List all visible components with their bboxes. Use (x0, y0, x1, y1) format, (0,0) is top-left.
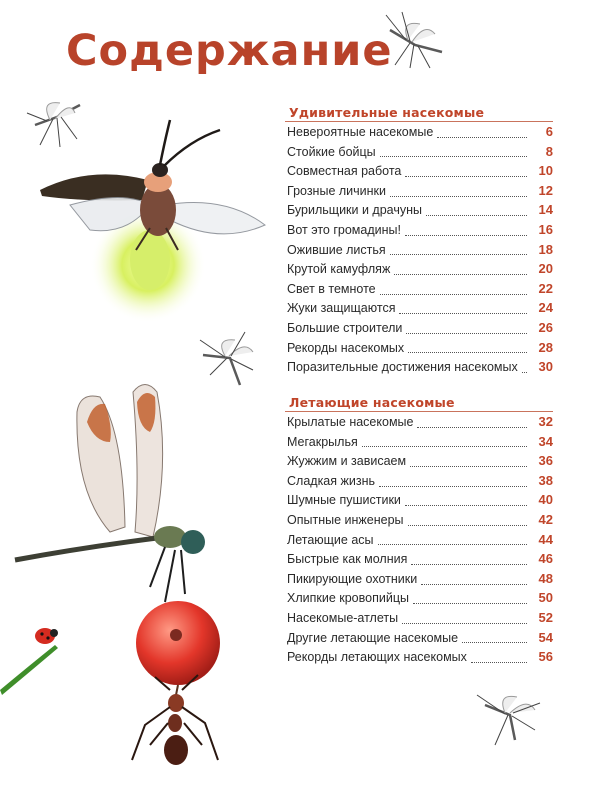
toc-entry (287, 571, 553, 591)
dot-leader (380, 155, 527, 157)
toc-entry-title: Вот это громадины! (287, 222, 401, 237)
toc-entry (287, 610, 553, 630)
toc-entry-title: Рекорды летающих насекомых (287, 650, 467, 665)
toc-entry-page-number: 6 (545, 124, 553, 139)
dot-leader (405, 175, 527, 177)
toc-entry-page-number: 14 (538, 202, 553, 218)
dot-leader (405, 234, 527, 236)
dot-leader (437, 136, 527, 138)
dot-leader (522, 371, 527, 373)
toc-entry (287, 124, 553, 144)
toc-entry-page-number: 44 (538, 531, 553, 547)
toc-entry-title: Невероятные насекомые (287, 125, 434, 139)
toc-entry-title: Хлипкие кровопийцы (287, 591, 409, 606)
toc-entry-title: Крылатые насекомые (287, 415, 414, 429)
toc-entry (287, 320, 553, 340)
toc-entry-page-number: 36 (538, 453, 553, 469)
toc-entry-page-number: 8 (545, 143, 553, 159)
toc-entry (287, 512, 553, 532)
toc-entry-page-number: 28 (538, 339, 553, 355)
dragonfly-illustration (5, 372, 220, 612)
toc-entry (287, 202, 553, 222)
toc-entry-page-number: 40 (538, 492, 553, 508)
mosquito-icon (25, 95, 85, 150)
dot-leader (379, 485, 527, 487)
toc-entry (287, 414, 553, 434)
section-heading-flying-insects: Летающие насекомые (289, 395, 455, 410)
toc-entry-title: Бурильщики и драчуны (287, 203, 422, 218)
section-divider (285, 121, 553, 122)
toc-entry-page-number: 48 (538, 570, 553, 586)
dot-leader (413, 602, 527, 604)
dot-leader (362, 445, 527, 447)
dot-leader (426, 214, 527, 216)
toc-entry-title: Опытные инженеры (287, 512, 404, 527)
toc-entry-page-number: 22 (538, 280, 553, 296)
section-heading-amazing-insects: Удивительные насекомые (289, 105, 485, 120)
toc-entry-page-number: 24 (538, 300, 553, 316)
section-divider (285, 411, 553, 412)
toc-entry (287, 492, 553, 512)
toc-entry-page-number: 34 (538, 433, 553, 449)
toc-entry-page-number: 12 (538, 182, 553, 198)
toc-entry-page-number: 32 (538, 414, 553, 429)
toc-entry (287, 630, 553, 650)
mosquito-icon (475, 685, 545, 750)
toc-entry-title: Свет в темноте (287, 281, 376, 296)
ant-with-red-berry-illustration (120, 595, 230, 785)
toc-entry (287, 551, 553, 571)
toc-entry (287, 163, 553, 183)
toc-list-amazing-insects (287, 124, 553, 379)
toc-entry (287, 359, 553, 379)
dot-leader (410, 465, 527, 467)
toc-entry (287, 183, 553, 203)
toc-entry-title: Поразительные достижения насекомых (287, 360, 518, 375)
toc-entry-page-number: 16 (538, 221, 553, 237)
toc-entry-page-number: 54 (538, 629, 553, 645)
toc-entry-title: Стойкие бойцы (287, 144, 376, 159)
toc-entry-title: Сладкая жизнь (287, 473, 375, 488)
toc-entry-page-number: 52 (538, 609, 553, 625)
toc-entry-title: Быстрые как молния (287, 552, 408, 567)
toc-entry-page-number: 10 (538, 163, 553, 179)
toc-entry-page-number: 20 (538, 261, 553, 277)
toc-entry-page-number: 38 (538, 472, 553, 488)
toc-entry (287, 242, 553, 262)
toc-entry-title: Рекорды насекомых (287, 340, 405, 355)
toc-entry (287, 473, 553, 493)
toc-entry-title: Ожившие листья (287, 242, 386, 257)
dot-leader (411, 563, 527, 565)
toc-entry (287, 340, 553, 360)
toc-entry-title: Летающие асы (287, 532, 374, 547)
toc-entry-title: Мегакрылья (287, 434, 358, 449)
toc-entry-title: Крутой камуфляж (287, 262, 391, 277)
toc-entry-page-number: 26 (538, 319, 553, 335)
mosquito-icon (195, 330, 265, 390)
toc-entry-title: Насекомые-атлеты (287, 610, 399, 625)
toc-entry-title: Другие летающие насекомые (287, 630, 459, 645)
dot-leader (402, 622, 527, 624)
toc-entry (287, 300, 553, 320)
toc-entry-title: Совместная работа (287, 164, 402, 179)
toc-entry (287, 222, 553, 242)
dot-leader (380, 293, 527, 295)
dot-leader (417, 426, 527, 428)
page-title: Содержание (66, 26, 393, 76)
dot-leader (394, 273, 527, 275)
ladybug-on-grass-illustration (0, 620, 70, 695)
dot-leader (405, 504, 527, 506)
toc-entry (287, 281, 553, 301)
toc-entry-title: Шумные пушистики (287, 493, 401, 508)
toc-entry-page-number: 46 (538, 551, 553, 567)
dot-leader (399, 312, 527, 314)
dot-leader (390, 195, 527, 197)
toc-entry (287, 590, 553, 610)
dot-leader (471, 661, 527, 663)
toc-entry (287, 453, 553, 473)
toc-list-flying-insects (287, 414, 553, 669)
toc-entry (287, 532, 553, 552)
dot-leader (462, 641, 527, 643)
dot-leader (390, 253, 527, 255)
toc-entry-page-number: 42 (538, 511, 553, 527)
toc-entry-page-number: 56 (538, 649, 553, 665)
toc-entry-title: Большие строители (287, 320, 403, 335)
toc-entry (287, 144, 553, 164)
toc-entry-title: Жужжим и зависаем (287, 454, 407, 469)
toc-entry-page-number: 50 (538, 590, 553, 606)
mosquito-icon (380, 10, 450, 70)
toc-entry-title: Пикирующие охотники (287, 571, 418, 586)
toc-entry (287, 434, 553, 454)
toc-entry (287, 261, 553, 281)
dot-leader (408, 524, 527, 526)
toc-entry (287, 649, 553, 669)
dot-leader (378, 543, 527, 545)
toc-entry-title: Грозные личинки (287, 183, 386, 198)
dot-leader (408, 351, 527, 353)
dot-leader (421, 583, 527, 585)
toc-entry-page-number: 30 (538, 359, 553, 375)
toc-entry-page-number: 18 (538, 241, 553, 257)
dot-leader (406, 332, 527, 334)
toc-entry-title: Жуки защищаются (287, 301, 396, 316)
